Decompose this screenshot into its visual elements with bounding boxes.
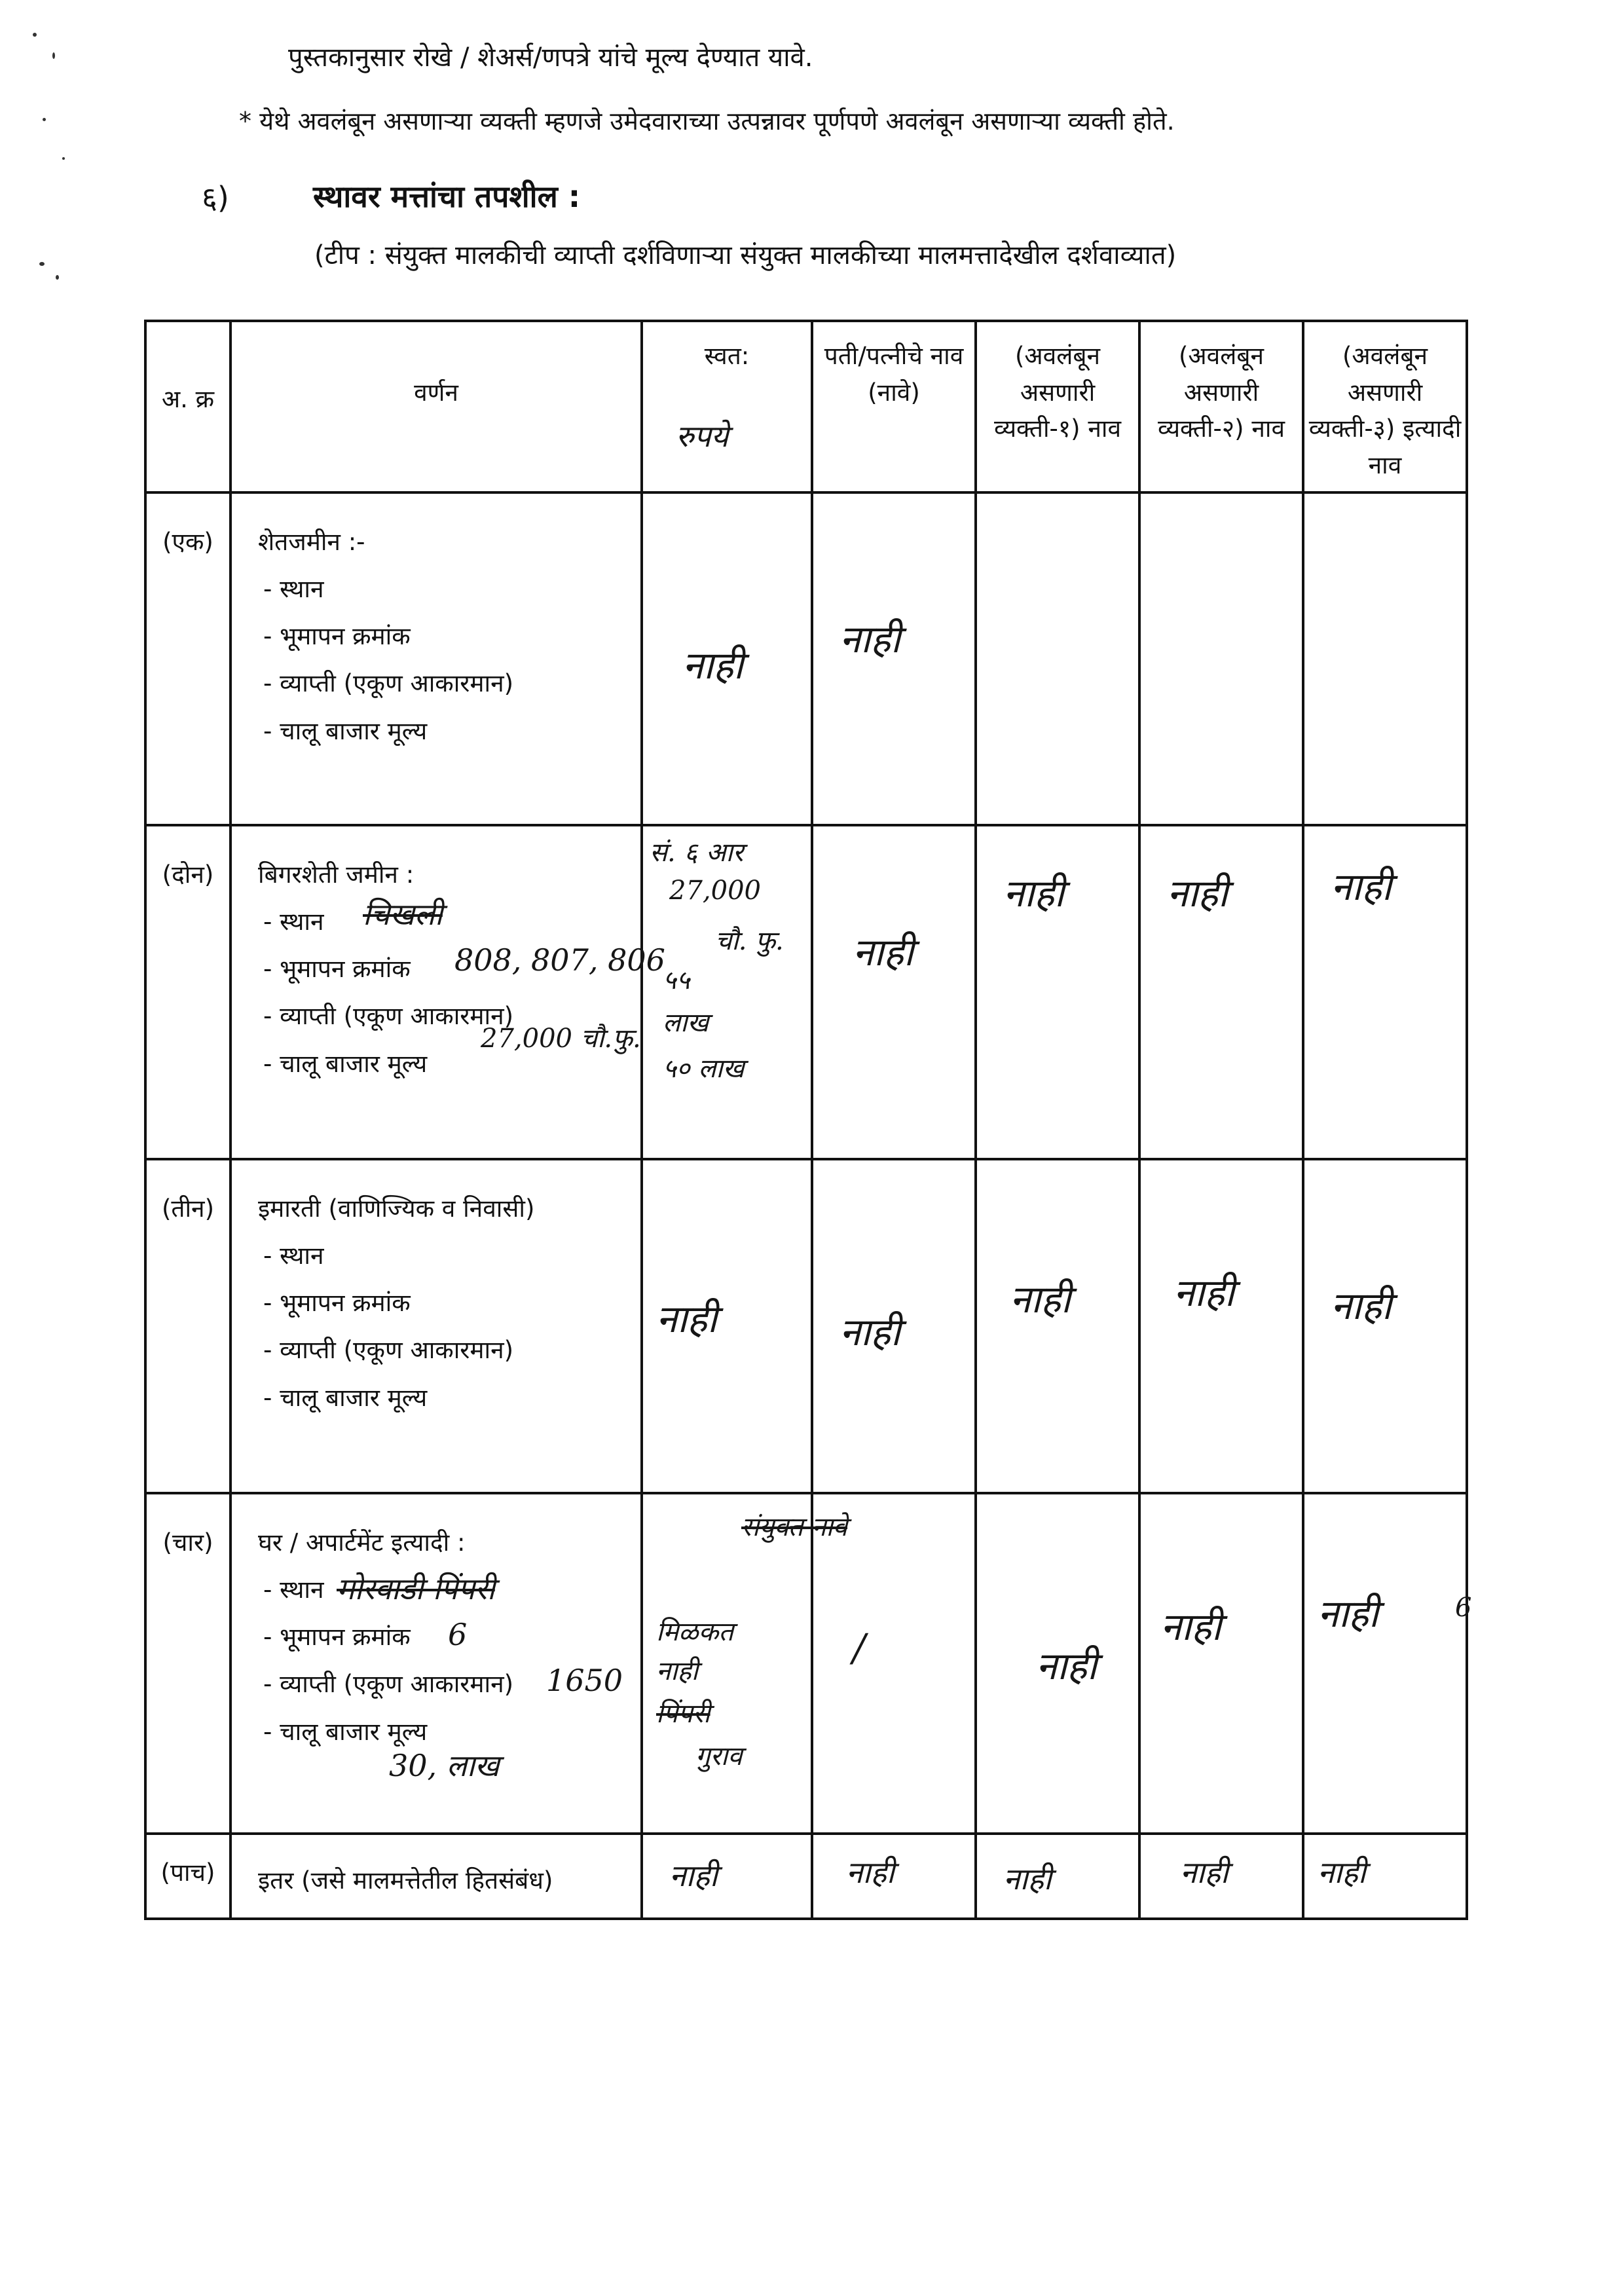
handwritten-value: / xyxy=(853,1625,866,1670)
cell-spouse xyxy=(812,492,976,825)
row-title: शेतजमीन :- xyxy=(258,528,365,556)
table-row xyxy=(145,1834,1467,1919)
header-self-handwriting: रुपये xyxy=(676,418,729,454)
dependent-note: * येथे अवलंबून असणाऱ्या व्यक्ती म्हणजे उमेदवाराच्या उत्पन्नावर पूर्णपणे अवलंबून असणाऱ्या व्यक्ती होते. xyxy=(239,107,1175,136)
handwritten-value: नाही xyxy=(1167,871,1228,916)
header-dep2: (अवलंबून असणारी व्यक्ती-२) नाव xyxy=(1139,321,1303,492)
handwritten-value: नाही xyxy=(846,1855,895,1890)
cell-self xyxy=(642,825,812,1159)
cell-spouse xyxy=(812,1159,976,1493)
header-serial: अ. क्र xyxy=(145,321,231,492)
handwritten-value: नाही xyxy=(853,930,914,974)
handwritten-value: नाही xyxy=(682,643,744,688)
row-item: - चालू बाजार मूल्य xyxy=(263,1049,428,1078)
table-row xyxy=(145,1493,1467,1834)
cell-spouse xyxy=(812,1834,976,1919)
cell-dep2 xyxy=(1139,1493,1303,1834)
handwritten-value: नाही xyxy=(1036,1644,1098,1688)
cell-dep3 xyxy=(1303,1493,1472,1834)
handwritten-value: नाही xyxy=(840,617,901,661)
cell-dep2 xyxy=(1139,1834,1303,1919)
row-item: - स्थान xyxy=(263,908,324,936)
handwritten-location: चिखली xyxy=(363,897,443,932)
cell-spouse xyxy=(812,825,976,1159)
handwritten-area: 27,000 चौ.फु. xyxy=(481,1024,641,1054)
handwritten-value: नाही xyxy=(1318,1855,1366,1890)
header-self xyxy=(642,321,812,492)
cell-dep3 xyxy=(1303,492,1467,825)
row-description xyxy=(231,1493,642,1834)
table-row xyxy=(145,1159,1467,1493)
header-spouse: पती/पत्नीचे नाव (नावे) xyxy=(812,321,976,492)
handwritten-value: लाख xyxy=(663,1008,709,1038)
handwritten-value: 30, लाख xyxy=(389,1748,500,1783)
handwritten-value: गुराव xyxy=(695,1741,743,1771)
row-item: - भूमापन क्रमांक xyxy=(263,1289,411,1318)
handwritten-value: नाही xyxy=(1010,1277,1071,1322)
row-description xyxy=(231,1834,642,1919)
row-title: इतर (जसे मालमत्तेतील हितसंबंध) xyxy=(258,1866,553,1895)
row-title: घर / अपार्टमेंट इत्यादी : xyxy=(258,1528,466,1557)
row-item: - भूमापन क्रमांक xyxy=(263,955,411,984)
table-row xyxy=(145,825,1467,1159)
handwritten-value: नाही xyxy=(1331,1284,1392,1328)
header-self-label: स्वत: xyxy=(704,342,750,370)
intro-line: पुस्तकानुसार रोखे / शेअर्स/णपत्रे यांचे मूल्य देण्यात यावे. xyxy=(288,43,813,73)
handwritten-value: नाही xyxy=(656,1297,718,1341)
row-title: इमारती (वाणिज्यिक व निवासी) xyxy=(258,1194,535,1223)
cell-self xyxy=(642,1834,812,1919)
cell-self xyxy=(642,492,812,825)
cell-dep3 xyxy=(1303,825,1467,1159)
row-description xyxy=(231,825,665,1159)
handwritten-survey: 808, 807, 806 xyxy=(454,942,665,978)
section-note: (टीप : संयुक्त मालकीची व्याप्ती दर्शविणाऱ्या संयुक्त मालकीच्या मालमत्तादेखील दर्शवाव्यात) xyxy=(314,240,1177,270)
handwritten-value: 27,000 xyxy=(669,876,761,906)
cell-dep3 xyxy=(1303,1834,1467,1919)
row-item: - व्याप्ती (एकूण आकारमान) xyxy=(263,669,514,698)
table-row xyxy=(145,492,1467,825)
handwritten-value: नाही xyxy=(840,1310,901,1354)
cell-dep1 xyxy=(976,492,1139,825)
cell-self xyxy=(642,1493,847,1834)
header-dep3: (अवलंबून असणारी व्यक्ती-३) इत्यादी नाव xyxy=(1303,321,1467,492)
handwritten-value: नाही xyxy=(1318,1591,1379,1636)
row-label: (दोन) xyxy=(145,825,231,1159)
cell-self xyxy=(642,1159,812,1493)
handwritten-area: 1650 xyxy=(546,1663,623,1698)
row-item: - स्थान xyxy=(263,575,324,604)
row-description xyxy=(231,1159,642,1493)
row-item: - व्याप्ती (एकूण आकारमान) xyxy=(263,1670,514,1699)
immovable-assets-table xyxy=(144,320,1472,1920)
row-item: - चालू बाजार मूल्य xyxy=(263,1717,428,1746)
handwritten-value: नाही xyxy=(1003,1861,1052,1897)
row-item: - चालू बाजार मूल्य xyxy=(263,716,428,745)
handwritten-value: नाही xyxy=(656,1656,699,1686)
handwritten-value: नाही xyxy=(1331,864,1392,909)
row-label: (चार) xyxy=(145,1493,231,1834)
handwritten-value: ५५ xyxy=(663,965,690,995)
row-item: - चालू बाजार मूल्य xyxy=(263,1383,428,1412)
cell-dep1 xyxy=(976,1159,1139,1493)
handwritten-location: मोरवाडी पिंपरी xyxy=(337,1571,495,1606)
handwritten-value: नाही xyxy=(1003,871,1065,916)
handwritten-value: नाही xyxy=(1160,1604,1222,1649)
section-title: स्थावर मत्तांचा तपशील : xyxy=(313,179,581,214)
handwritten-value: नाही xyxy=(1173,1270,1235,1315)
cell-dep3 xyxy=(1303,1159,1467,1493)
handwritten-joint: संयुक्त नावे xyxy=(741,1512,847,1542)
row-item: - स्थान xyxy=(263,1576,324,1604)
row-item: - भूमापन क्रमांक xyxy=(263,622,411,651)
cell-dep2 xyxy=(1139,492,1303,825)
handwritten-value: सं. ६ आर xyxy=(650,838,744,868)
handwritten-value: नाही xyxy=(1180,1855,1228,1890)
header-row xyxy=(145,321,1467,492)
handwritten-value: ५० लाख xyxy=(663,1054,745,1084)
margin-mark: 6 xyxy=(1455,1593,1472,1623)
cell-dep1 xyxy=(976,825,1139,1159)
header-description: वर्णन xyxy=(231,321,642,492)
handwritten-value: चौ. फु. xyxy=(715,926,784,956)
handwritten-value: पिंपरी xyxy=(656,1699,710,1729)
row-title: बिगरशेती जमीन : xyxy=(258,861,415,889)
cell-spouse xyxy=(812,1493,976,1834)
handwritten-survey: 6 xyxy=(448,1617,468,1652)
section-number: ६) xyxy=(202,180,229,215)
handwritten-value: नाही xyxy=(669,1858,718,1893)
row-label: (एक) xyxy=(145,492,231,825)
row-label: (तीन) xyxy=(145,1159,231,1493)
row-item: - स्थान xyxy=(263,1242,324,1270)
scan-specks xyxy=(26,13,79,288)
row-item: - व्याप्ती (एकूण आकारमान) xyxy=(263,1002,514,1031)
row-item: - व्याप्ती (एकूण आकारमान) xyxy=(263,1336,514,1365)
handwritten-value: मिळकत xyxy=(656,1617,734,1647)
cell-dep1 xyxy=(976,1493,1139,1834)
cell-dep1 xyxy=(976,1834,1139,1919)
row-label: (पाच) xyxy=(145,1834,231,1919)
cell-dep2 xyxy=(1139,825,1303,1159)
row-description xyxy=(231,492,642,825)
header-dep1: (अवलंबून असणारी व्यक्ती-१) नाव xyxy=(976,321,1139,492)
row-item: - भूमापन क्रमांक xyxy=(263,1623,411,1652)
cell-dep2 xyxy=(1139,1159,1303,1493)
